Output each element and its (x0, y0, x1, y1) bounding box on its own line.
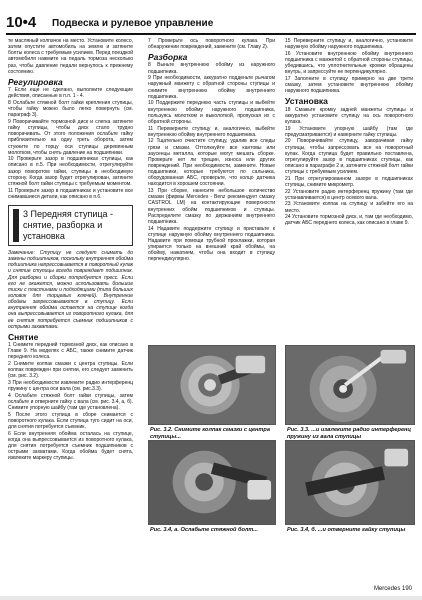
section-title: 3 Передняя ступица - снятие, разборка и установка (23, 208, 114, 241)
paragraph: 5 После этого ступица в сборе снимается с поворотного кулака. Если ступица туго сидит на оси, для снятия потребуется съемник. (8, 411, 133, 431)
note-paragraph: Замечание: Ступицу не следует снимать до замены подшипников, поскольку внутренняя обойма подшипника напрессовывается в поворотный кулак и снятие ступицы всегда повреждает подшипник. Для разборки и сборки потребуется пресс. Если его не окажется, можно использовать большие тиски с пластинами и подходящими (типа больших головок для торцевых ключей). Внутренние обоймы запрессовываются в ступицу. Если внутренняя обойма остается на ступице когда она выпрессовывается из поворотного кулака, для ее снятия потребуется съемник подшипников с острыми захватами. (8, 249, 134, 330)
paragraph: 6 Если внутренняя обойма осталась на ступице, когда она выпрессовывается из поворотного кулака, для снятия потребуется съемник подшипников с острыми захватами. Когда обойма будет снята, извлеките маркеру ступицы. (8, 430, 133, 462)
photo-clamp-bolt (148, 440, 276, 525)
section-marker (13, 209, 19, 242)
paragraph: 14 Надавите поддержите ступицу и приставьте к ступице наружную обойму внутреннего подшипника. Надавите при помощи трубной проклажки, которая упирается только на внешний край обоймы, на обойму, нажатием, чтобы она входит в ступицу перпендикулярно. (148, 225, 275, 263)
page-header (0, 0, 422, 36)
paragraph: 20 Поворачивайте ступицу, заворачивая гайку ступицы, чтобы запрессовать все на поворотный кулак. Когда ступица будет правильно поставлена, отрегулируйте зазор в подшипниках ступицы, как описано в параграфе 2 и, затяните стяжной болт гайки ступицы с требуемым усилием. (285, 138, 413, 176)
photo-hub-nut (285, 440, 415, 525)
paragraph: 2 Снимите колпак смазки с центра ступицы. Если колпак поврежден при снятии, его следует заменить (см. рис. 3.2). (8, 361, 133, 380)
paragraph: 8 Ослабьте стяжной болт гайки крепления ступицы, чтобы гайку можно было легко повернуть (см. параграф 3). (8, 99, 133, 119)
paragraph: 9 При необходимости, аккуратно подденьте рычагом наружный манжету с обратной стороны ступицы и снимите внутреннюю обойму внутреннего подшипника. (148, 75, 275, 100)
paragraph: 3 При необходимости извлеките радио интерференц пружину с центра оси вала (см. рис.3.3). (8, 380, 133, 393)
paragraph: 24 Установите тормозной диск, и, там где необходимо, датчик АБС переднего колеса, как описано в главе 9. (285, 214, 413, 227)
caption-fig-3-2: Рис. 3.2. Снимите колпак смазки с центра ступицы... (150, 427, 270, 440)
footer-text: Mercedes 190 (373, 586, 412, 592)
section-heading-box (8, 205, 133, 246)
paragraph: 23 Установите колпак на ступицу и забейте его на место. (285, 201, 413, 214)
paragraph: 4 Ослабьте стяжной болт гайки ступицы, затем ослабьте и отверните гайку с вала (см. рис. 3.4, а, б). Снимите упорную шайбу (там где установлена). (8, 392, 133, 412)
column-right (285, 38, 413, 227)
column-left (8, 38, 133, 462)
subheading-removal: Снятие (8, 331, 39, 342)
page-number: 10•4 (6, 14, 37, 31)
header-divider (6, 33, 416, 35)
paragraph: 18 Смажьте кромку задней манжеты ступицы и аккуратно установите ступицу на ось поворотного кулака. (285, 106, 413, 125)
caption-fig-3-4b: Рис. 3.4, б. ...и отверните гайку ступицы (287, 527, 406, 533)
paragraph: 1 Снимите передний тормозной диск, как описано в Главе 9. На моделях с АБС, также снимите датчик переднего колеса. (8, 342, 133, 361)
subheading-adjust: Регулировка (8, 76, 63, 87)
paragraph: 10 Поддержите переднюю часть ступицы и выбейте внутреннюю обойму наружного подшипника, пользуясь молотком и выколоткой, пропуская их с обратной стороны. (148, 100, 275, 125)
paragraph: 22 Установите радио интерференц пружину (там где устанавливается) в центр осевого вала. (285, 188, 413, 201)
chapter-title: Подвеска и рулевое управление (52, 18, 214, 29)
paragraph: 17 Заполните в ступицу примерно на две трети смазку, затем установите внутреннюю обойму наружного подшипника. (285, 75, 413, 95)
caption-fig-3-3: Рис. 3.3. ...и извлеките радио интерференц пружину из вала ступицы (287, 427, 412, 440)
photo-interference-spring (285, 345, 415, 425)
paragraph: 10 Проверьте зазор в подшипниках ступицы, как описано в п.5. При необходимости, отрегулируйте зазор поворотом гайки, ступицы в необходимую сторону. Когда зазор будет отрегулирован, затяните стяжной болт гайки ступицы с требуемым моментом. (8, 156, 133, 187)
column-middle (148, 38, 275, 263)
paragraph: те масляный колпачок на место. Установите колесо, затем опустите автомобиль на землю и затяните болты колеса с требуемым усилием. Перед поездкой автомобиля нажмите на педаль тормоза несколько раз, чтобы давление педали вернулось к прежнему состоянию. (8, 38, 133, 75)
caption-fig-3-4a: Рис. 3.4, а. Ослабьте стяжной болт... (150, 527, 258, 533)
paragraph: 11 Проверьте зазор в подшипниках и установите все снимавшиеся детали, как описано в п.6. (8, 187, 133, 200)
paragraph: 7 Если еще не сделано, выполните следующие действия, описанные в п.п. 1 - 4. (8, 87, 133, 100)
photo-grease-cap (148, 345, 276, 425)
paragraph: 8 Выньте внутреннюю обойму из наружного подшипника. (148, 62, 275, 75)
subheading-disassembly: Разборка (148, 52, 188, 63)
paragraph: 16 Установите внутреннюю обойму внутреннего подшипника с манжетой с обратной стороны ступицы, убедившись, что уплотнительные кромки обращены внутрь, и запрессуйте ее перпендикулярно. (285, 50, 413, 76)
paragraph: 12 Тщательно очистите ступицу, удалив все следы грязи и смазки. Оттолкнуйте все кантовы или заусенцы металла, которые могут мешать сборке. Проверьте нет ли трещин, износа или других повреждений. При необходимости, замените. Новые подшипники, которые требуются по сальника, оборудованная АБС, проверьте, что колцо датчика находится в хорошем состоянии. (148, 138, 275, 188)
paragraph: 19 Установите упорную шайбу (там где предусматривается) и наверните гайку ступицы. (285, 125, 413, 138)
paragraph: 21 При отрегулированном зазоре в подшипниках ступицы, снимите микрометр. (285, 175, 413, 188)
paragraph: 7 Проверьте ось поворотного кулака. При обнаружении повреждений, замените (см. Главу 2). (148, 38, 275, 51)
paragraph: 15 Переверните ступицу и, аналогично, установите наружную обойму наружного подшипника. (285, 38, 413, 51)
paragraph: 11 Переверните ступицу и, аналогично, выбейте внутреннюю обойму внутреннего подшипника. (148, 125, 275, 138)
paragraph: 13 При сборке, нанесите небольшое количество смазки (фирмы Mercedes - Benz рекомендует смазку CASTROL LM) на контактирующие поверхности внутренних обойм подшипников и ступицы. Распределите смазку по держаниям внутреннего подшипника. (148, 188, 275, 225)
paragraph: 9 Поворачивайте тормозной диск и слегка затяните гайку ступицы, чтобы диск стало трудно поворачивать. От этого положения ослабьте гайку приблизительно на одну треть оборота, затем стукните по торцу оси ступицы деревянным молотком, чтобы снять давление на подшипники. (8, 118, 133, 156)
subheading-install: Установка (285, 96, 328, 107)
footer-bar (0, 596, 422, 600)
